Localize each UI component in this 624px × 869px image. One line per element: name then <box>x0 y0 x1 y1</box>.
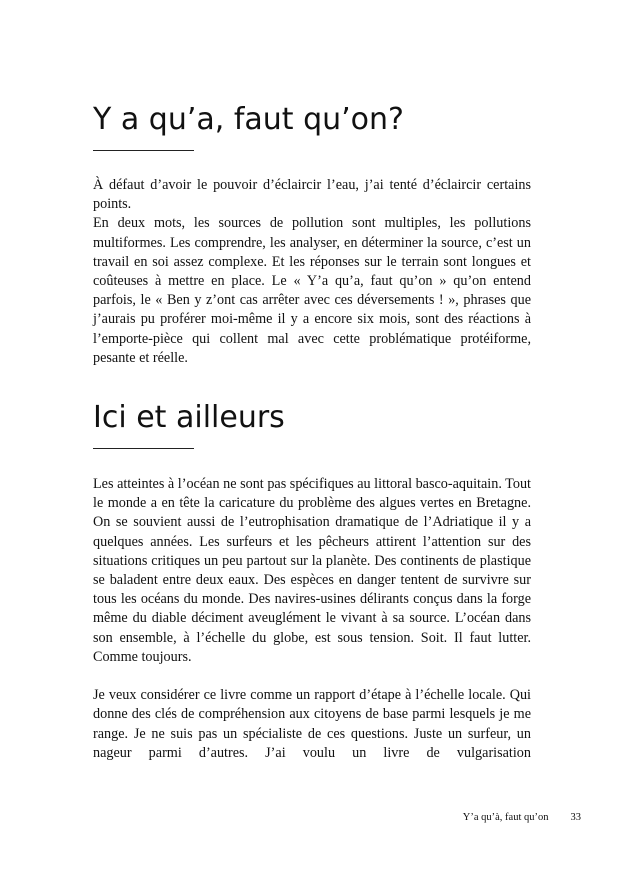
page-footer <box>463 811 581 825</box>
running-title: Y’a qu’à, faut qu’on <box>462 812 549 823</box>
paragraph: Je veux considérer ce livre comme un rapport d’étape à l’échelle locale. Qui donne des clés de compréhension aux citoyens de base parmi lesquels je me range. Je ne suis pas un spécialiste de ces questions. Juste un surfeur, un nageur parmi d’autres. J’ai voulu un livre de vulgarisation <box>93 687 531 761</box>
section-body-yaqua <box>93 176 531 368</box>
section-heading-ici-et-ailleurs: Ici et ailleurs <box>93 400 285 435</box>
heading-rule <box>93 448 194 449</box>
page-number: 33 <box>570 812 581 823</box>
section-body-ici-et-ailleurs <box>93 475 531 763</box>
paragraph-gap <box>93 667 531 686</box>
paragraph: En deux mots, les sources de pollution sont multiples, les pollutions multiformes. Les comprendre, les analyser, en déterminer la source, c’est un travail en soi assez complexe. Et les réponses sur le terrain sont longues et coûteuses à mettre en place. Le « Y’a qu’a, faut qu’on » qu’on entend parfois, le « Ben y z’ont cas arrêter avec ces déversements ! », phrases que j’aurais pu proférer moi-même il y a encore six mois, sont des réactions à l’emporte-pièce qui collent mal avec cette problématique protéiforme, pesante et réelle. <box>93 215 531 366</box>
paragraph: À défaut d’avoir le pouvoir d’éclaircir l’eau, j’ai tenté d’éclaircir certains points. <box>93 177 531 213</box>
heading-rule <box>93 150 194 151</box>
paragraph: Les atteintes à l’océan ne sont pas spécifiques au littoral basco-aquitain. Tout le monde a en tête la caricature du problème des algues vertes en Bretagne. On se souvient aussi de l’eutrophisation dramatique de l’Adriatique il y a quelques années. Les surfeurs et les pêcheurs attirent l’attention sur des situations critiques un peu partout sur la planète. Des continents de plastique se baladent entre deux eaux. Des espèces en danger tentent de survivre sur tous les océans du monde. Des navires-usines délirants conçus dans la forge même du diable déciment aveuglément le vivant à sa source. L’océan dans son ensemble, à l’échelle du globe, est sous tension. Soit. Il faut lutter. Comme toujours. <box>93 476 531 665</box>
section-heading-yaqua: Y a qu’a, faut qu’on? <box>93 102 404 137</box>
